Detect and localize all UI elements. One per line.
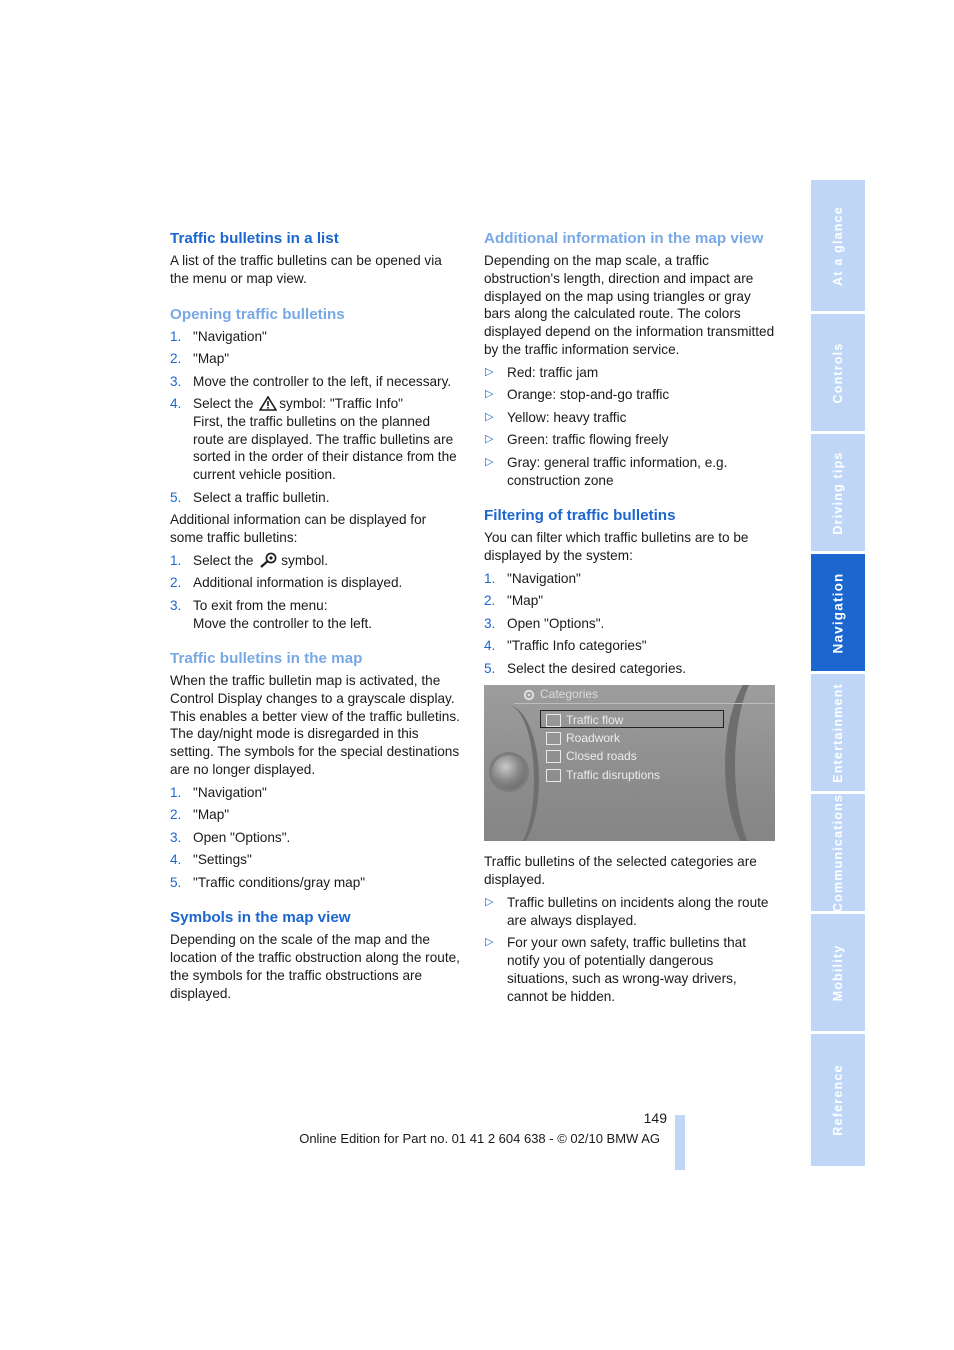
checkbox-icon: [546, 714, 561, 727]
list-item: 2. "Map": [484, 593, 544, 609]
categories-screenshot: [484, 685, 775, 841]
heading-traffic-bulletins-list: Traffic bulletins in a list: [170, 230, 339, 247]
bullet-list: [484, 894, 776, 1005]
heading-filtering-traffic-bulletins: Filtering of traffic bulletins: [484, 507, 676, 524]
list-item: 3. Move the controller to the left, if necessary.: [170, 373, 452, 389]
list-item: 1. Select the symbol.: [170, 552, 329, 568]
checkbox-icon: [546, 732, 561, 745]
checkbox-icon: [546, 750, 561, 763]
bullet-list: [484, 364, 776, 490]
tab-driving-tips[interactable]: Driving tips: [811, 434, 865, 551]
divider: [514, 703, 775, 704]
list-item: ▷ Gray: general traffic information, e.g. construction zone: [485, 454, 728, 488]
triangle-bullet-icon: ▷: [485, 455, 494, 468]
list-item: 1. "Navigation": [170, 784, 267, 800]
list-item: 5. Select a traffic bulletin.: [170, 489, 330, 505]
category-item: Traffic flow: [566, 713, 624, 728]
category-item: Roadwork: [566, 731, 621, 746]
tab-controls[interactable]: Controls: [811, 314, 865, 431]
tab-at-a-glance[interactable]: At a glance: [811, 180, 865, 311]
list-item: 3. To exit from the menu: Move the controller to the left.: [170, 597, 373, 631]
heading-symbols-map-view: Symbols in the map view: [170, 909, 351, 927]
tab-mobility[interactable]: Mobility: [811, 914, 865, 1031]
left-column: [170, 229, 462, 1007]
display-frame-arc: [725, 685, 775, 841]
checkbox-icon: [546, 769, 561, 782]
steps-list: [170, 784, 462, 892]
triangle-bullet-icon: ▷: [485, 433, 494, 446]
paragraph: Additional information can be displayed for some traffic bulletins:: [170, 512, 427, 545]
list-item: 4. "Settings": [170, 852, 252, 868]
steps-list: [170, 552, 462, 633]
steps-list: [484, 570, 776, 678]
warning-triangle-icon: [259, 396, 277, 411]
info-magnifier-icon: [259, 552, 279, 568]
list-item: 5. Select the desired categories.: [484, 660, 687, 676]
list-item: 2. "Map": [170, 807, 230, 823]
list-item: 5. "Traffic conditions/gray map": [170, 874, 366, 890]
list-item: 4. Select the symbol: "Traffic Info" First, the traffic bulletins on the planned route are displayed. The traffic bulletins are sorted in the order of their distance from the current vehicle position.: [170, 396, 457, 483]
list-item: 1. "Navigation": [170, 328, 267, 344]
triangle-bullet-icon: ▷: [485, 936, 494, 949]
list-item: ▷ Yellow: heavy traffic: [485, 409, 627, 425]
list-item: ▷ For your own safety, traffic bulletins that notify you of potentially dangerous situations, such as wrong-way drivers, cannot be hidden.: [485, 935, 747, 1004]
heading-additional-info-map-view: Additional information in the map view: [484, 230, 764, 247]
right-column: [484, 229, 776, 1010]
tab-entertainment[interactable]: Entertainment: [811, 674, 865, 791]
paragraph: When the traffic bulletin map is activated, the Control Display changes to a grayscale display. This enables a better view of the traffic bulletins. The day/night mode is disregarded in this setting. The symbols for the special destinations are no longer displayed.: [170, 673, 460, 778]
page-number: 149: [643, 1110, 667, 1126]
tab-communications[interactable]: Communications: [811, 794, 865, 911]
paragraph: Traffic bulletins of the selected categories are displayed.: [484, 854, 757, 888]
footer-edition: Online Edition for Part no. 01 41 2 604 638 - © 02/10 BMW AG: [299, 1131, 660, 1146]
triangle-bullet-icon: ▷: [485, 388, 494, 401]
list-item: 2. "Map": [170, 351, 230, 367]
list-item: ▷ Red: traffic jam: [485, 364, 599, 380]
heading-opening-traffic-bulletins: Opening traffic bulletins: [170, 305, 345, 323]
steps-list: [170, 328, 462, 507]
triangle-bullet-icon: ▷: [485, 895, 494, 908]
paragraph: You can filter which traffic bulletins are to be displayed by the system:: [484, 530, 749, 563]
list-item: 1. "Navigation": [484, 570, 581, 586]
list-item: ▷ Traffic bulletins on incidents along the route are always displayed.: [485, 894, 769, 928]
tab-reference[interactable]: Reference: [811, 1034, 865, 1166]
triangle-bullet-icon: ▷: [485, 410, 494, 423]
list-item: 2. Additional information is displayed.: [170, 575, 403, 591]
list-item: 3. Open "Options".: [484, 615, 605, 631]
heading-traffic-bulletins-map: Traffic bulletins in the map: [170, 650, 363, 668]
paragraph: Depending on the scale of the map and the location of the traffic obstruction along the route, the symbols for the traffic obstructions are displayed.: [170, 932, 460, 1001]
list-item: ▷ Green: traffic flowing freely: [485, 432, 669, 448]
footer-bar: [675, 1115, 685, 1170]
figure-title: Categories: [540, 687, 599, 702]
paragraph: A list of the traffic bulletins can be opened via the menu or map view.: [170, 253, 442, 286]
settings-gear-icon: [521, 688, 537, 702]
tab-navigation[interactable]: Navigation: [811, 554, 865, 671]
triangle-bullet-icon: ▷: [485, 365, 494, 378]
chapter-tabs: [811, 180, 865, 1166]
list-item: 3. Open "Options".: [170, 829, 291, 845]
list-item: 4. "Traffic Info categories": [484, 638, 647, 654]
category-item: Traffic disruptions: [566, 768, 661, 783]
paragraph: Depending on the map scale, a traffic obstruction's length, direction and impact are displayed on the map using triangles or gray bars along the calculated route. The colors displayed depend on the information transmitted by the traffic information service.: [484, 253, 775, 357]
category-item: Closed roads: [566, 749, 637, 764]
list-item: ▷ Orange: stop-and-go traffic: [485, 387, 670, 403]
